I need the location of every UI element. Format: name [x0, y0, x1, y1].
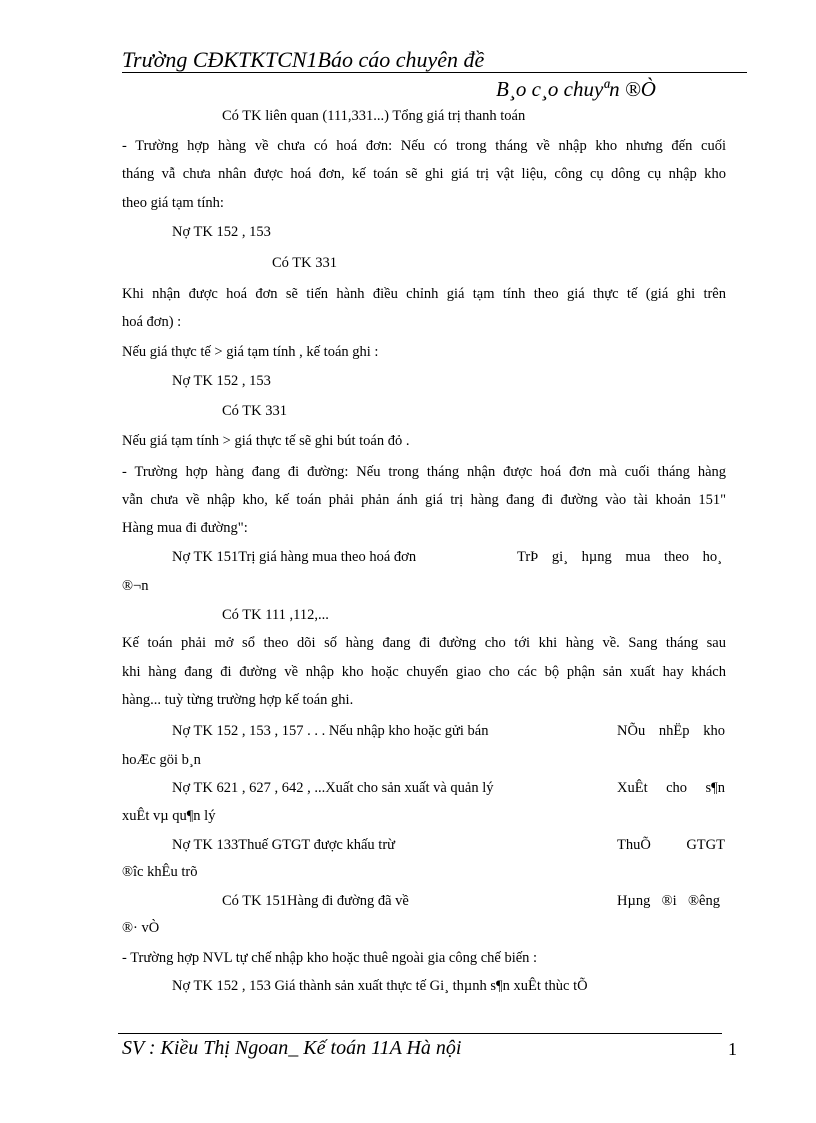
text-line: NÕu nhËp kho	[617, 723, 725, 739]
text-line: theo giá tạm tính:	[122, 195, 224, 211]
text-line: - Trường hợp hàng đang đi đường: Nếu trong tháng nhận được hoá đơn mà cuối tháng hàng	[122, 464, 726, 480]
text-line: Nợ TK 152 , 153	[172, 224, 271, 240]
text-line: Nợ TK 152 , 153 , 157 . . . Nếu nhập kho hoặc gửi bán	[172, 723, 489, 739]
text-line: Khi nhận được hoá đơn sẽ tiến hành điều chỉnh giá tạm tính theo giá thực tế (giá ghi trên	[122, 286, 726, 302]
header-subtitle: B¸o c¸o chuyªn ®Ò	[496, 77, 656, 101]
text-line: Có TK 111 ,112,...	[222, 607, 329, 623]
text-line: ®îc khÊu trõ	[122, 864, 198, 880]
text-line: tháng vẫ chưa nhân được hoá đơn, kế toán sẽ ghi giá trị vật liệu, công cụ dông cụ nhập kho	[122, 166, 726, 182]
header-title: Trường CĐKTKTCN1Báo cáo chuyên đề	[122, 47, 485, 72]
footer-rule	[118, 1033, 722, 1034]
text-line: Hàng mua đi đường":	[122, 520, 248, 536]
text-line: Có TK 331	[272, 255, 337, 271]
footer-student: SV : Kiều Thị Ngoan_ Kế toán 11A Hà nội	[122, 1037, 462, 1059]
text-line: - Trường hợp hàng về chưa có hoá đơn: Nếu có trong tháng về nhập kho nhưng đến cuối	[122, 138, 726, 154]
text-line: Có TK 151Hàng đi đường đã về	[222, 893, 409, 909]
header-rule	[122, 72, 747, 73]
text-line: - Trường hợp NVL tự chế nhập kho hoặc thuê ngoài gia công chế biến :	[122, 950, 538, 966]
text-line: Có TK liên quan (111,331...) Tổng giá trị thanh toán	[222, 108, 526, 124]
text-line: ThuÕ GTGT	[617, 837, 725, 853]
text-line: Kế toán phải mở sổ theo dõi số hàng đang đi đường cho tới khi hàng về. Sang tháng sau	[122, 635, 726, 651]
text-line: Nợ TK 152 , 153 Giá thành sản xuất thực tế Gi¸ thµnh s¶n xuÊt thùc tÕ	[172, 978, 588, 994]
text-line: Nợ TK 151Trị giá hàng mua theo hoá đơn	[172, 549, 417, 565]
text-line: Nợ TK 133Thuế GTGT được khấu trừ	[172, 837, 396, 853]
text-line: Nếu giá thực tế > giá tạm tính , kế toán ghi :	[122, 344, 379, 360]
text-line: TrÞ gi¸ hµng mua theo ho¸	[517, 549, 722, 565]
text-line: xuÊt vµ qu¶n lý	[122, 808, 216, 824]
text-line: hoá đơn) :	[122, 314, 182, 330]
text-line: vẫn chưa về nhập kho, kế toán phải phản ánh giá trị hàng đang đi đường vào tài khoản 151"	[122, 492, 726, 508]
page-number: 1	[728, 1039, 737, 1059]
text-line: hàng... tuỳ từng trường hợp kế toán ghi.	[122, 692, 354, 708]
text-line: khi hàng đang đi đường về nhập kho hoặc chuyển giao cho các bộ phận sản xuất hay khách	[122, 664, 726, 680]
text-line: XuÊt cho s¶n	[617, 780, 725, 796]
text-line: hoÆc göi b¸n	[122, 752, 201, 768]
text-line: ®¬n	[122, 578, 149, 594]
text-line: Nếu giá tạm tính > giá thực tế sẽ ghi bút toán đỏ .	[122, 433, 410, 449]
text-line: Nợ TK 152 , 153	[172, 373, 271, 389]
text-line: Hµng ®i ®êng	[617, 893, 720, 909]
text-line: Nợ TK 621 , 627 , 642 , ...Xuất cho sản xuất và quản lý	[172, 780, 494, 796]
text-line: ®· vÒ	[122, 920, 160, 936]
text-line: Có TK 331	[222, 403, 287, 419]
